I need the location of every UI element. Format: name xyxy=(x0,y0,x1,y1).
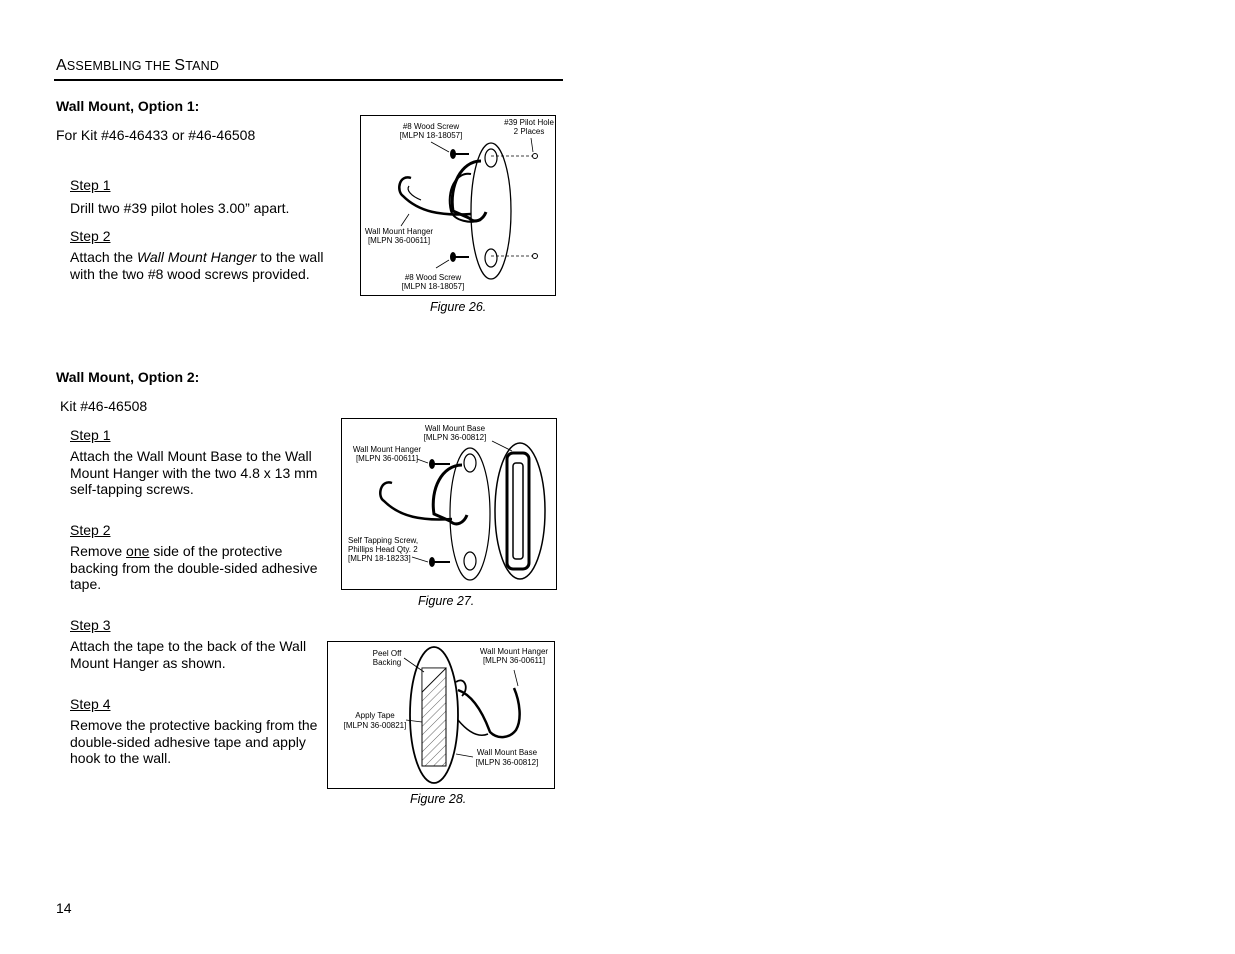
pilot-hole-top xyxy=(533,154,538,159)
leader-pilot-hole xyxy=(531,138,533,152)
option1-step1-label: Step 1 xyxy=(70,177,111,193)
title-cap-s: S xyxy=(174,57,186,74)
title-rest-s: TAND xyxy=(185,59,220,73)
pilot-hole-bottom xyxy=(533,254,538,259)
option2-step1-label: Step 1 xyxy=(70,427,111,443)
leader-hanger xyxy=(417,459,428,463)
label-hanger-1: Wall Mount Hanger xyxy=(352,445,422,454)
hook-front-shape xyxy=(399,177,471,214)
option2-step3-text: Attach the tape to the back of the Wall Mount Hanger as shown. xyxy=(70,638,307,671)
leader-wood-screw-bottom xyxy=(436,260,449,268)
label-peel-1: Peel Off xyxy=(372,649,402,658)
option2-kit: Kit #46-46508 xyxy=(60,398,148,414)
wall-plate-shape xyxy=(471,143,511,279)
label-tape-1: Apply Tape xyxy=(355,711,395,720)
label-pilot-hole-1: #39 Pilot Hole xyxy=(504,118,554,127)
label-base-2: [MLPN 36-00812] xyxy=(475,758,539,767)
option2-heading: Wall Mount, Option 2: xyxy=(56,369,200,385)
option1-step1-text: Drill two #39 pilot holes 3.00” apart. xyxy=(70,200,290,216)
bottom-screw-shape xyxy=(429,557,450,567)
hook-inner-shape xyxy=(458,720,488,735)
top-screw-shape xyxy=(429,459,450,469)
figure-26-illustration xyxy=(361,116,555,295)
label-pilot-hole-2: 2 Places xyxy=(513,127,545,136)
option1-step2-text-b: to the wall with the two #8 wood screws provided. xyxy=(70,249,324,282)
label-wood-screw-top-1: #8 Wood Screw xyxy=(402,122,460,131)
label-screw-2: Phillips Head Qty. 2 xyxy=(348,545,418,554)
figure-27-caption: Figure 27. xyxy=(418,594,475,608)
option1-kit: For Kit #46-46433 or #46-46508 xyxy=(56,127,256,143)
leader-hanger xyxy=(401,214,409,226)
figure-28-caption: Figure 28. xyxy=(410,792,467,806)
hanger-plate-shape xyxy=(450,448,490,580)
figure-27-illustration xyxy=(342,419,556,589)
option2-step3-label: Step 3 xyxy=(70,617,111,633)
option1-heading: Wall Mount, Option 1: xyxy=(56,98,200,114)
label-wood-screw-bottom-2: [MLPN 18-18057] xyxy=(401,282,465,291)
option2-step2-underline: one xyxy=(126,543,150,559)
option2-step4-label: Step 4 xyxy=(70,696,111,712)
leader-wood-screw-top xyxy=(431,142,449,152)
label-base-2: [MLPN 36-00812] xyxy=(423,433,487,442)
top-screw-shape xyxy=(450,149,469,159)
figure-26-caption: Figure 26. xyxy=(430,300,487,314)
label-tape-2: [MLPN 36-00821] xyxy=(343,721,407,730)
option2-step1-text: Attach the Wall Mount Base to the Wall Mount Hanger with the two 4.8 x 13 mm self-tapping screws. xyxy=(70,448,318,497)
option1-step2-italic: Wall Mount Hanger xyxy=(136,249,257,265)
option2-step2-text xyxy=(70,543,328,593)
hook-front-shape xyxy=(380,482,452,519)
figure-26 xyxy=(360,115,556,296)
label-screw-1: Self Tapping Screw, xyxy=(348,536,419,545)
label-wood-screw-top-2: [MLPN 18-18057] xyxy=(399,131,463,140)
title-rule xyxy=(54,79,563,81)
option1-step2-text xyxy=(70,249,335,282)
label-base-1: Wall Mount Base xyxy=(476,748,538,757)
option2-step2-text-a: Remove xyxy=(70,543,127,559)
page-number: 14 xyxy=(56,900,72,916)
label-screw-3: [MLPN 18-18233] xyxy=(348,554,411,563)
figure-28 xyxy=(327,641,555,789)
label-hanger-2: [MLPN 36-00611] xyxy=(482,656,546,665)
bottom-screw-shape xyxy=(450,252,469,262)
label-hanger-1: Wall Mount Hanger xyxy=(479,647,549,656)
option1-step2-text-a: Attach the xyxy=(70,249,137,265)
label-base-1: Wall Mount Base xyxy=(424,424,486,433)
title-rest-a: SSEMBLING THE xyxy=(66,59,175,73)
option2-step4-text: Remove the protective backing from the double-sided adhesive tape and apply hook to the wall. xyxy=(70,717,318,766)
leader-base xyxy=(456,754,473,757)
hook-front-detail xyxy=(408,186,421,200)
option1-step2-label: Step 2 xyxy=(70,228,111,244)
option2-step2-text-b: side of the protective backing from the double-sided adhesive tape. xyxy=(70,543,318,592)
leader-screw xyxy=(412,557,428,562)
section-title xyxy=(56,57,219,75)
label-wood-screw-bottom-1: #8 Wood Screw xyxy=(404,273,462,282)
label-peel-2: Backing xyxy=(372,658,402,667)
label-hanger-1: Wall Mount Hanger xyxy=(364,227,434,236)
option2-step2-label: Step 2 xyxy=(70,522,111,538)
leader-base xyxy=(492,441,512,451)
figure-28-illustration xyxy=(328,642,554,788)
label-hanger-2: [MLPN 36-00611] xyxy=(355,454,419,463)
title-cap-a: A xyxy=(56,57,67,74)
leader-hanger xyxy=(514,670,518,686)
figure-27 xyxy=(341,418,557,590)
label-hanger-2: [MLPN 36-00611] xyxy=(367,236,431,245)
